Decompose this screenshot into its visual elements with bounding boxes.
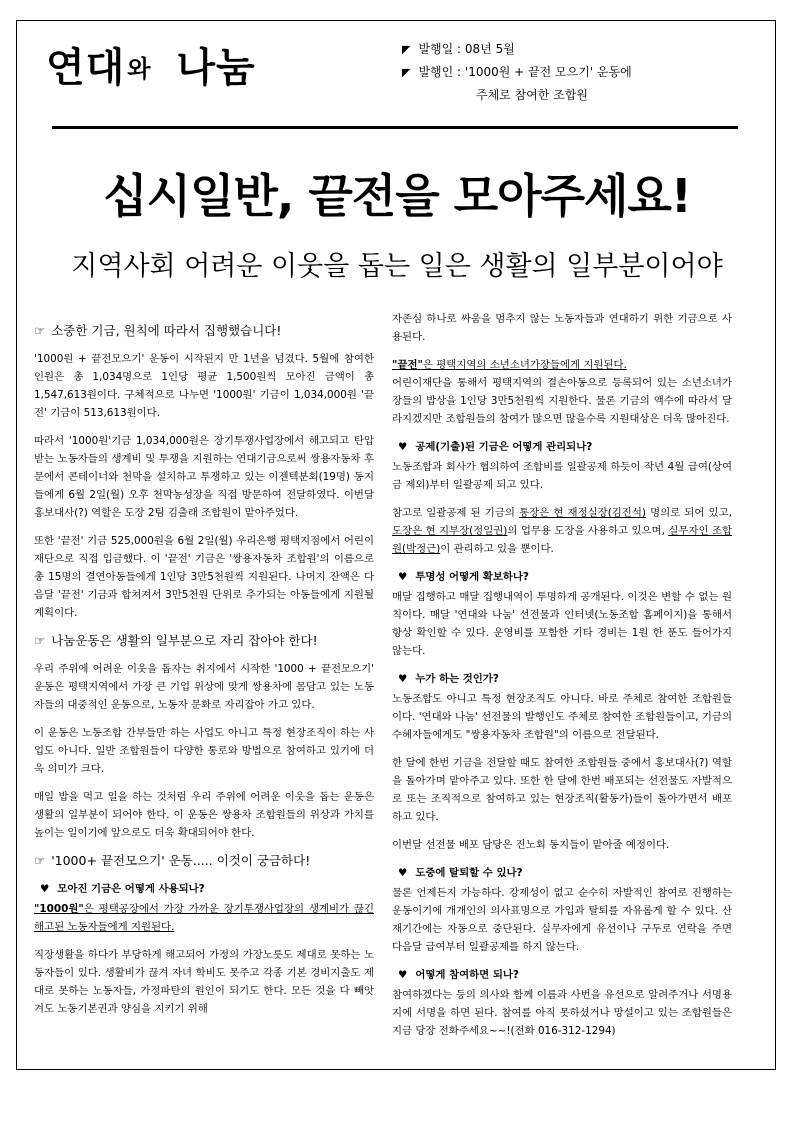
publication-info — [402, 38, 632, 106]
heart-icon: ♥ — [398, 867, 408, 879]
publication-date: 발행일 : 08년 5월 — [418, 42, 515, 56]
answer-kkeutjeon: "끝전"은 평택지역의 소년소녀가장들에게 지원된다. — [392, 359, 627, 371]
headline: 십시일반, 끝전을 모아주세요! — [103, 169, 691, 223]
question-transparency: ♥ 투명성 어떻게 확보하나? — [398, 571, 529, 583]
left-column — [34, 316, 374, 1028]
heart-icon: ♥ — [398, 571, 408, 583]
arrow-icon: ◤ — [402, 43, 411, 56]
section-title-fund-principles: ☞ 소중한 기금, 원칙에 따라서 집행했습니다! — [34, 323, 282, 338]
heart-icon: ♥ — [398, 969, 408, 981]
header-divider — [52, 126, 738, 129]
pointing-hand-icon: ☞ — [34, 853, 46, 868]
paragraph: 이번달 선전물 배포 담당은 진노회 동지들이 맡아줄 예정이다. — [392, 839, 670, 851]
subheadline: 지역사회 어려운 이웃을 돕는 일은 생활의 일부분이어야 — [71, 251, 723, 282]
masthead-part3: 나눔 — [176, 45, 256, 91]
answer-1000won: "1000원"은 평택공장에서 가장 가까운 장기투쟁사업장의 생계비가 끊긴 해고된 노동자들에게 지원된다. — [34, 903, 374, 933]
paragraph: 매달 집행하고 매달 집행내역이 투명하게 공개된다. 이것은 변할 수 없는 원칙이다. 매달 '연대와 나눔' 선전물과 인터넷(노동조합 홈페이지)을 통해서 항상 확인할 수 있다. 운영비를 포함한 기타 경비는 1원 한 푼도 들어가지 않는다. — [392, 591, 732, 657]
paragraph: 자존심 하나로 싸움을 멈추지 않는 노동자들과 연대하기 위한 기금으로 사용된다. — [392, 313, 732, 343]
paragraph: 우리 주위에 어려운 이웃을 돕자는 취지에서 시작한 '1000 + 끝전모으기' 운동은 평택지역에서 가장 큰 기업 위상에 맞게 쌍용차에 몸담고 있는 노동자들의 대중적인 운동으로, 노동자 문화로 자리잡아 가고 있다. — [34, 663, 374, 711]
paragraph: 매일 밥을 먹고 일을 하는 것처럼 우리 주위에 어려운 이웃을 돕는 운동은 생활의 일부분이 되어야 한다. 이 운동은 쌍용차 조합원들의 위상과 가치를 높이는 일이기에 앞으로도 더욱 확대되어야 한다. — [34, 791, 374, 839]
paragraph: 또한 '끝전' 기금 525,000원을 6월 2일(월) 우리은행 평택지점에서 어린이재단으로 직접 입금했다. 이 '끝전' 기금은 '쌍용자동차 조합원'의 이름으로 총 15명의 결연아동들에게 1인당 3만5천원씩 지원된다. 나머지 잔액은 다음달 '끝전' 기금과 합쳐져서 3만5천원 단위로 추가되는 아동들에게 지원될 계획이다. — [34, 535, 374, 619]
pointing-hand-icon: ☞ — [34, 633, 46, 648]
paragraph: 어린이재단을 통해서 평택지역의 결손아동으로 등록되어 있는 소년소녀가장들의 밥상을 1인당 3만5천원씩 지원한다. 물론 기금의 액수에 따라서 달라지겠지만 조합원들의 참여가 많으면 많을수록 지원대상은 더욱 많아진다. — [392, 377, 732, 425]
paragraph: 직장생활을 하다가 부당하게 해고되어 가정의 가장노릇도 제대로 못하는 노동자들이 있다. 생활비가 끊겨 자녀 학비도 못주고 각종 기본 경비지출도 제대로 못하는 노동자들, 가정파탄의 원인이 되기도 한다. 모든 것을 다 빼앗겨도 노동기본권과 양심을 지키기 위해 — [34, 949, 374, 1015]
paragraph: 한 달에 한번 기금을 전달할 때도 참여한 조합원들 중에서 홍보대사(?) 역할을 돌아가며 맡아주고 있다. 또한 한 달에 한번 배포되는 선전물도 자발적으로 또는 조직적으로 참여하고 있는 현장조직(활동가)들이 돌아가면서 배포하고 있다. — [392, 757, 732, 823]
paragraph: 참여하겠다는 등의 의사와 함께 이름과 사번을 유선으로 알려주거나 서명용지에 서명을 하면 된다. 참여를 아직 못하셨거나 망설이고 있는 조합원들은 지금 당장 전화주세요~~!(전화 016-312-1294) — [392, 989, 732, 1037]
section-title-faq: ☞ '1000+ 끝전모으기' 운동..... 이것이 궁금하다! — [34, 853, 311, 868]
heart-icon: ♥ — [398, 441, 408, 453]
masthead-part1: 연대 — [46, 45, 126, 91]
paragraph-account-info: 참고로 일괄공제 된 기금의 통장은 현 재정실장(김진석) 명의로 되어 있고, 도장은 현 지부장(정일권)의 업무용 도장을 사용하고 있으며, 실무자인 조합원(박정근)이 관리하고 있을 뿐이다. — [392, 507, 732, 555]
paragraph: '1000원 + 끝전모으기' 운동이 시작된지 만 1년을 넘겼다. 5월에 참여한 인원은 총 1,034명으로 1인당 평균 1,500원씩 모아진 금액이 총 1,547,613원이다. 구체적으로 나누면 '1000원' 기금이 1,034,000원 '끝전' 기금이 513,613원이다. — [34, 353, 374, 419]
publisher-line1: 발행인 : '1000원 + 끝전 모으기' 운동에 — [418, 65, 632, 79]
question-how-to-join: ♥ 어떻게 참여하면 되나? — [398, 969, 519, 981]
paragraph: 물론 언제든지 가능하다. 강제성이 없고 순수히 자발적인 참여로 진행하는 운동이기에 개개인의 의사표명으로 가입과 탈퇴를 자유롭게 할 수 있다. 산재기간에는 자동으로 중단된다. 실무자에게 유선이나 구두로 연락을 주면 다음달 급여부터 일괄공제를 하지 않는다. — [392, 887, 732, 953]
paragraph: 이 운동은 노동조합 간부들만 하는 사업도 아니고 특정 현장조직이 하는 사업도 아니다. 일반 조합원들이 다양한 통로와 방법으로 참여하고 있기에 더욱 의미가 크다. — [34, 727, 374, 775]
paragraph: 노동조합도 아니고 특정 현장조직도 아니다. 바로 주체로 참여한 조합원들이다. '연대와 나눔' 선전물의 발행인도 주체로 참여한 조합원들이고, 기금의 수혜자들에게도 "쌍용자동차 조합원"의 이름으로 전달된다. — [392, 693, 732, 741]
paragraph: 따라서 '1000원'기금 1,034,000원은 장기투쟁사업장에서 해고되고 탄압받는 노동자들의 생계비 및 투쟁을 지원하는 연대기금으로써 쌍용자동차 후문에서 콘테이너와 천막을 설치하고 투쟁하고 있는 이젠텍분회(19명) 동지들에게 6월 2일(월) 오후 천막농성장을 직접 방문하여 전달하였다. 이번달 홍보대사(?) 역할은 도장 2팀 김출래 조합원이 맡아주었다. — [34, 435, 374, 519]
heart-icon: ♥ — [40, 883, 50, 895]
pointing-hand-icon: ☞ — [34, 323, 46, 338]
question-fund-management: ♥ 공제(기출)된 기금은 어떻게 관리되나? — [398, 441, 593, 453]
paragraph: 노동조합과 회사가 협의하여 조합비를 일괄공제 하듯이 작년 4월 급여(상여금 제외)부터 일괄공제 되고 있다. — [392, 461, 732, 491]
arrow-icon: ◤ — [402, 66, 411, 79]
heart-icon: ♥ — [398, 673, 408, 685]
section-title-sharing-movement: ☞ 나눔운동은 생활의 일부분으로 자리 잡아야 한다! — [34, 633, 318, 648]
question-withdraw: ♥ 도중에 탈퇴할 수 있나? — [398, 867, 523, 879]
masthead-title — [46, 36, 256, 93]
masthead-part2: 와 — [127, 55, 152, 83]
question-fund-usage: ♥ 모아진 기금은 어떻게 사용되나? — [40, 883, 205, 895]
right-column — [392, 310, 732, 1050]
publisher-line2: 주체로 참여한 조합원 — [476, 88, 588, 102]
question-who: ♥ 누가 하는 것인가? — [398, 673, 499, 685]
